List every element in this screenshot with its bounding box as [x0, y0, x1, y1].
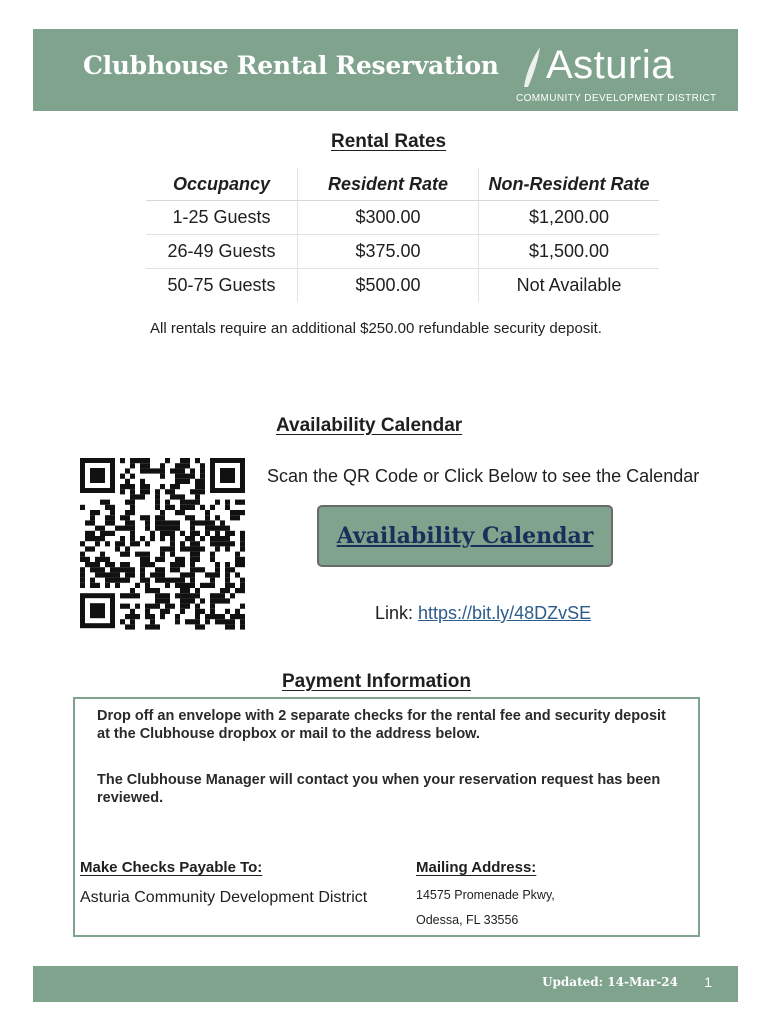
table-cell: $500.00	[298, 269, 479, 303]
calendar-short-link[interactable]: https://bit.ly/48DZvSE	[418, 603, 592, 623]
page-title: Clubhouse Rental Reservation	[83, 51, 499, 80]
rental-rates-heading: Rental Rates	[331, 131, 447, 152]
footer-bar	[33, 966, 738, 1002]
mailing-address-line1: 14575 Promenade Pkwy,	[416, 888, 555, 902]
payment-info-box	[73, 697, 700, 937]
payable-to-label: Make Checks Payable To:	[80, 859, 263, 876]
logo-leaf-icon	[516, 43, 546, 89]
asturia-logo	[516, 43, 726, 105]
header-banner	[33, 29, 738, 111]
scan-instructions: Scan the QR Code or Click Below to see the Calendar	[267, 466, 700, 486]
logo-subtitle: COMMUNITY DEVELOPMENT DISTRICT	[516, 93, 717, 104]
mailing-address-label: Mailing Address:	[416, 859, 537, 876]
table-cell: $300.00	[298, 201, 479, 235]
column-header-occupancy: Occupancy	[146, 168, 298, 201]
table-cell: 50-75 Guests	[167, 275, 276, 295]
payable-to-value: Asturia Community Development District	[80, 889, 368, 906]
table-cell: $375.00	[298, 235, 479, 269]
table-cell: $1,200.00	[479, 201, 660, 235]
logo-wordmark: Asturia	[546, 43, 674, 87]
calendar-link-line	[375, 603, 591, 624]
review-notice: The Clubhouse Manager will contact you when your reservation request has been reviewed.	[97, 772, 661, 806]
availability-calendar-heading: Availability Calendar	[276, 415, 463, 436]
table-row	[146, 269, 659, 303]
table-cell: $1,500.00	[479, 235, 660, 269]
table-row	[146, 201, 659, 235]
qr-code-graphic	[80, 458, 246, 630]
payment-information-heading: Payment Information	[282, 671, 471, 692]
column-header-non-resident-rate: Non-Resident Rate	[479, 168, 660, 201]
payment-instructions: Drop off an envelope with 2 separate checks for the rental fee and security deposit at the Clubhouse dropbox or mail to the address below.	[97, 708, 666, 742]
mailing-address-line2: Odessa, FL 33556	[416, 913, 519, 927]
table-cell: 26-49 Guests	[146, 235, 298, 269]
security-deposit-note: All rentals require an additional $250.00 refundable security deposit.	[150, 320, 602, 337]
rates-table	[146, 168, 659, 302]
qr-code-icon[interactable]	[80, 458, 246, 630]
link-label: Link:	[375, 603, 419, 623]
updated-date: Updated: 14-Mar-24	[542, 975, 678, 989]
table-cell: Not Available	[516, 275, 622, 295]
availability-calendar-button[interactable]: Availability Calendar	[317, 505, 613, 567]
column-header-resident-rate: Resident Rate	[298, 168, 479, 201]
table-row	[146, 235, 659, 269]
table-cell: 1-25 Guests	[146, 201, 298, 235]
page-number: 1	[704, 974, 712, 990]
